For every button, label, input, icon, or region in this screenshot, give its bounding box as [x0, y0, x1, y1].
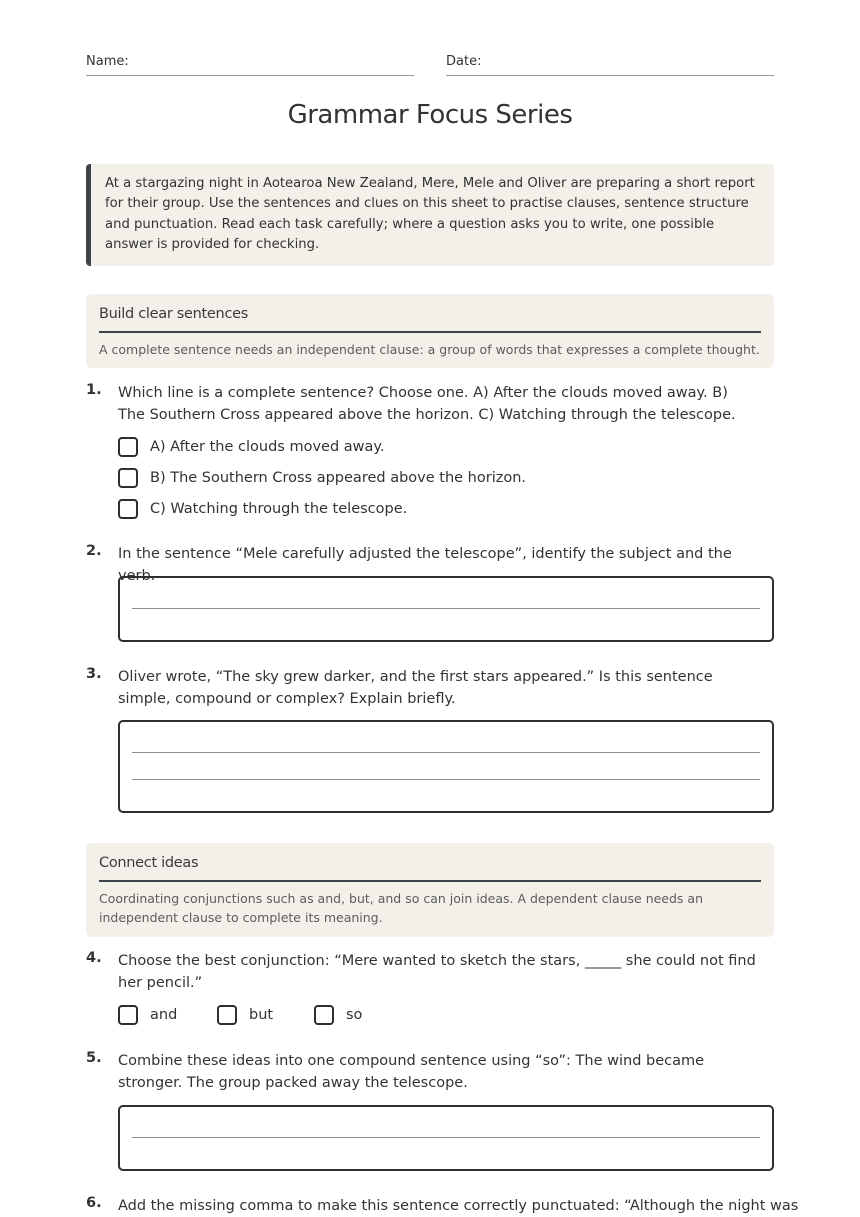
header-fields — [86, 54, 774, 76]
section-title: Build clear sentences — [99, 306, 761, 333]
intro-panel — [86, 164, 774, 266]
date-label: Date: — [446, 54, 482, 69]
checkbox[interactable] — [314, 1005, 334, 1025]
option-label: and — [150, 1007, 178, 1023]
option-and[interactable] — [118, 1003, 177, 1027]
answer-box[interactable] — [118, 720, 774, 813]
writing-line — [132, 752, 760, 753]
question-text: In the sentence “Mele carefully adjusted the telescope”, identify the subject and the verb. — [118, 546, 732, 584]
option-label: but — [249, 1007, 274, 1023]
option-c[interactable] — [118, 497, 407, 521]
option-but[interactable] — [217, 1003, 273, 1027]
answer-box[interactable] — [118, 576, 774, 642]
name-field[interactable] — [86, 54, 414, 76]
writing-line — [132, 608, 760, 609]
question-text: Which line is a complete sentence? Choose one. A) After the clouds moved away. B) The Southern Cross appeared above the horizon. C) Watching through the telescope. — [118, 385, 736, 423]
question-number: 6. — [86, 1195, 102, 1211]
option-a[interactable] — [118, 435, 385, 459]
name-label: Name: — [86, 54, 129, 69]
question-text: Combine these ideas into one compound sentence using “so”: The wind became stronger. The group packed away the telescope. — [118, 1053, 705, 1091]
question-number: 2. — [86, 543, 102, 559]
question-number: 1. — [86, 382, 102, 398]
checkbox[interactable] — [118, 468, 138, 488]
intro-text: At a stargazing night in Aotearoa New Zealand, Mere, Mele and Oliver are preparing a short report for their group. Use the sentences and clues on this sheet to practise clauses, sentence structure and punctuation. Read each task carefully; where a question asks you to write, one possible answer is provided for checking. — [105, 176, 755, 252]
date-field[interactable] — [446, 54, 774, 76]
option-so[interactable] — [314, 1003, 362, 1027]
writing-line — [132, 779, 760, 780]
option-label: A) After the clouds moved away. — [150, 439, 385, 455]
question-number: 5. — [86, 1050, 102, 1066]
page-title: Grammar Focus Series — [287, 100, 573, 130]
section-build-clear-sentences — [86, 294, 774, 368]
checkbox[interactable] — [118, 437, 138, 457]
checkbox[interactable] — [118, 499, 138, 519]
section-connect-ideas — [86, 843, 774, 937]
question-text: Oliver wrote, “The sky grew darker, and the first stars appeared.” Is this sentence simple, compound or complex? Explain briefly. — [118, 669, 713, 707]
answer-box[interactable] — [118, 1105, 774, 1171]
option-label: so — [346, 1007, 363, 1023]
question-number: 3. — [86, 666, 102, 682]
option-b[interactable] — [118, 466, 526, 490]
section-title: Connect ideas — [99, 855, 761, 882]
checkbox[interactable] — [217, 1005, 237, 1025]
section-subtitle: A complete sentence needs an independent clause: a group of words that expresses a complete thought. — [99, 342, 760, 357]
section-subtitle: Coordinating conjunctions such as and, but, and so can join ideas. A dependent clause needs an independent clause to complete its meaning. — [99, 891, 704, 925]
question-text: Choose the best conjunction: “Mere wanted to sketch the stars, _____ she could not find her pencil.” — [118, 953, 756, 991]
question-number: 4. — [86, 950, 102, 966]
checkbox[interactable] — [118, 1005, 138, 1025]
option-label: C) Watching through the telescope. — [150, 501, 408, 517]
question-text: Add the missing comma to make this sentence correctly punctuated: “Although the night was — [118, 1198, 799, 1214]
writing-line — [132, 1137, 760, 1138]
option-label: B) The Southern Cross appeared above the horizon. — [150, 470, 527, 486]
